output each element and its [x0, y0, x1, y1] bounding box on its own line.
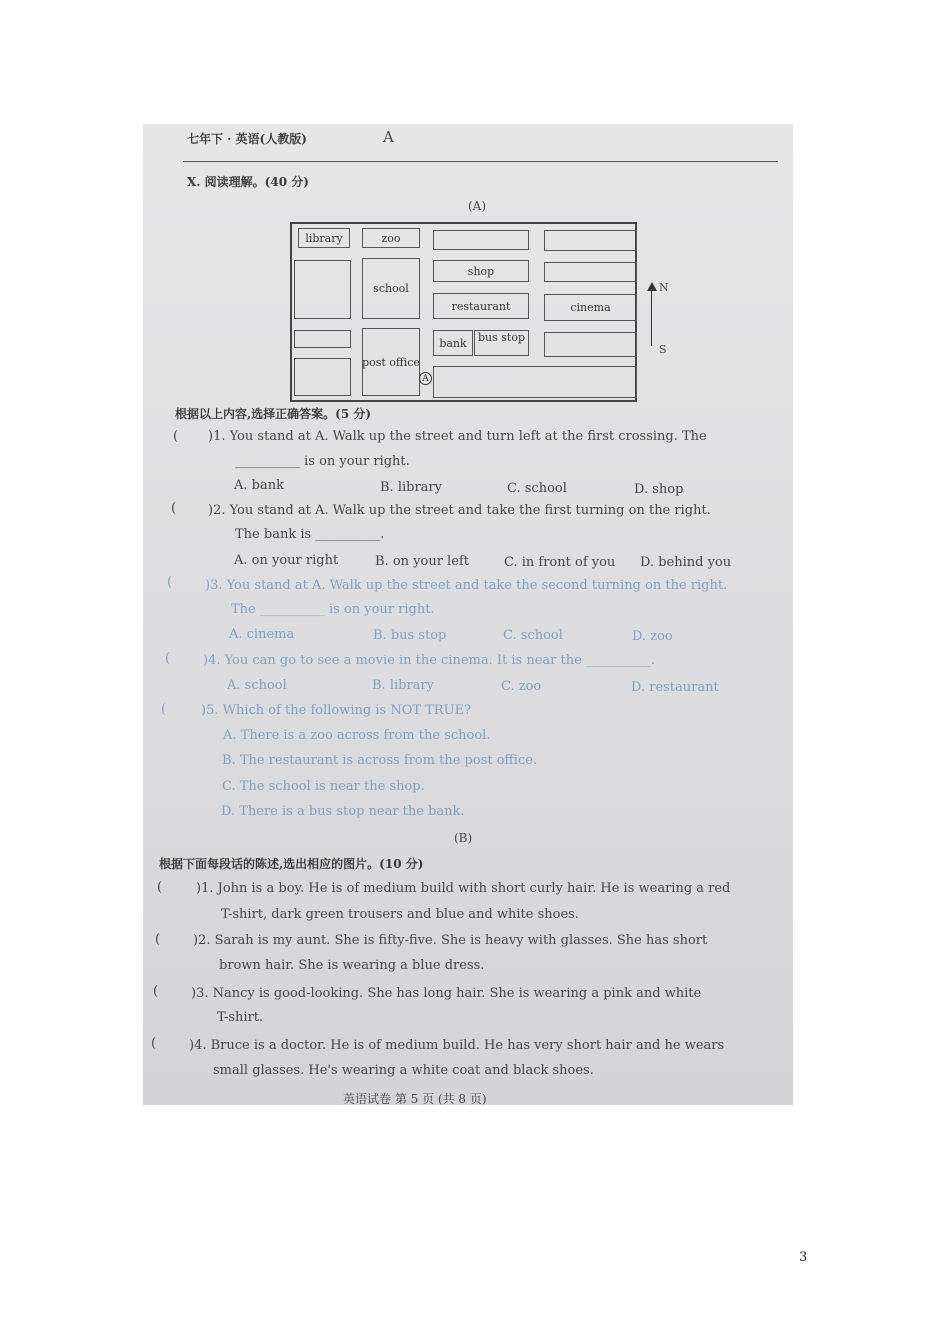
map-block: [294, 358, 351, 396]
map-school: school: [362, 258, 420, 319]
map-block: [544, 262, 637, 282]
part-a-label: (A): [468, 199, 487, 213]
question-5-stem: )5. Which of the following is NOT TRUE?: [201, 703, 472, 718]
question-2-stem: )2. You stand at A. Walk up the street and take the first turning on the right.: [208, 503, 711, 518]
part-b-item-4: )4. Bruce is a doctor. He is of medium build. He has very short hair and he wears: [189, 1038, 725, 1053]
question-2-option: D. behind you: [640, 555, 732, 570]
part-b-item-4-cont: small glasses. He's wearing a white coat and black shoes.: [213, 1063, 594, 1078]
question-2-stem-cont: The bank is __________.: [235, 527, 385, 542]
part-b-item-1-cont: T-shirt, dark green trousers and blue and white shoes.: [221, 907, 579, 922]
map-point-a: A: [419, 372, 432, 385]
question-4-option: B. library: [372, 678, 434, 693]
question-1-stem: )1. You stand at A. Walk up the street and turn left at the first crossing. The: [208, 429, 707, 444]
question-5-option: A. There is a zoo across from the school.: [223, 728, 491, 743]
question-5-bracket: (: [161, 702, 167, 717]
map-bus-stop: bus stop: [474, 330, 529, 356]
question-3-option: A. cinema: [229, 627, 295, 642]
map-block: [544, 332, 637, 357]
section-title: X. 阅读理解。(40 分): [187, 175, 309, 189]
street-map: [290, 222, 637, 402]
part-b-item-3-bracket: (: [153, 984, 159, 999]
map-shop: shop: [433, 260, 529, 282]
question-1-option: A. bank: [234, 478, 284, 493]
map-restaurant: restaurant: [433, 293, 529, 319]
map-bank: bank: [433, 330, 473, 356]
part-b-item-3: )3. Nancy is good-looking. She has long hair. She is wearing a pink and white: [191, 986, 702, 1001]
question-5-option: B. The restaurant is across from the post office.: [222, 753, 538, 768]
compass-south: S: [659, 343, 667, 356]
question-3-option: D. zoo: [632, 629, 673, 644]
map-block: [433, 366, 637, 398]
page-number: 3: [799, 1250, 808, 1265]
question-3-bracket: (: [167, 575, 173, 590]
map-block: [544, 230, 637, 251]
question-4-option: C. zoo: [501, 679, 542, 694]
question-4-bracket: (: [165, 651, 171, 666]
part-b-item-2-cont: brown hair. She is wearing a blue dress.: [219, 958, 485, 973]
part-b-item-2: )2. Sarah is my aunt. She is fifty-five. She is heavy with glasses. She has short: [193, 933, 708, 948]
question-1-stem-cont: __________ is on your right.: [235, 454, 410, 469]
compass-line: [651, 284, 652, 346]
map-block: [433, 230, 529, 250]
part-b-label: (B): [454, 831, 473, 845]
question-2-bracket: (: [171, 501, 177, 516]
question-1-option: C. school: [507, 481, 567, 496]
question-2-option: C. in front of you: [504, 555, 616, 570]
part-b-item-2-bracket: (: [155, 932, 161, 947]
question-5-option: C. The school is near the shop.: [222, 779, 425, 794]
map-post-office: post office: [362, 328, 420, 396]
north-arrow-icon: [647, 282, 657, 291]
question-1-option: B. library: [380, 480, 442, 495]
part-b-item-1: )1. John is a boy. He is of medium build with short curly hair. He is wearing a red: [196, 881, 731, 896]
question-3-stem: )3. You stand at A. Walk up the street and take the second turning on the right.: [205, 578, 728, 593]
header-grade: A: [383, 128, 394, 146]
question-1-option: D. shop: [634, 482, 684, 497]
compass-north: N: [659, 281, 669, 294]
question-4-stem: )4. You can go to see a movie in the cinema. It is near the __________.: [203, 653, 656, 668]
question-3-option: B. bus stop: [373, 628, 447, 643]
map-block: [294, 260, 351, 319]
question-5-option: D. There is a bus stop near the bank.: [221, 804, 465, 819]
part-b-item-1-bracket: (: [157, 880, 163, 895]
map-zoo: zoo: [362, 228, 420, 248]
exam-page-photo: [143, 124, 793, 1105]
question-2-option: B. on your left: [375, 554, 469, 569]
question-4-option: D. restaurant: [631, 680, 719, 695]
header-rule: [183, 161, 778, 162]
question-3-option: C. school: [503, 628, 563, 643]
question-4-option: A. school: [227, 678, 287, 693]
part-a-instruction: 根据以上内容,选择正确答案。(5 分): [175, 407, 372, 421]
question-1-bracket: (: [173, 429, 179, 444]
part-b-item-3-cont: T-shirt.: [217, 1010, 264, 1025]
header-title: 七年下 · 英语(人教版): [187, 132, 307, 146]
exam-footer: 英语试卷 第 5 页 (共 8 页): [343, 1092, 487, 1105]
part-b-item-4-bracket: (: [151, 1036, 157, 1051]
part-b-instruction: 根据下面每段话的陈述,选出相应的图片。(10 分): [159, 857, 424, 871]
question-2-option: A. on your right: [234, 553, 339, 568]
map-cinema: cinema: [544, 294, 637, 321]
question-3-stem-cont: The __________ is on your right.: [231, 602, 435, 617]
map-block: [294, 330, 351, 348]
map-library: library: [298, 228, 350, 248]
